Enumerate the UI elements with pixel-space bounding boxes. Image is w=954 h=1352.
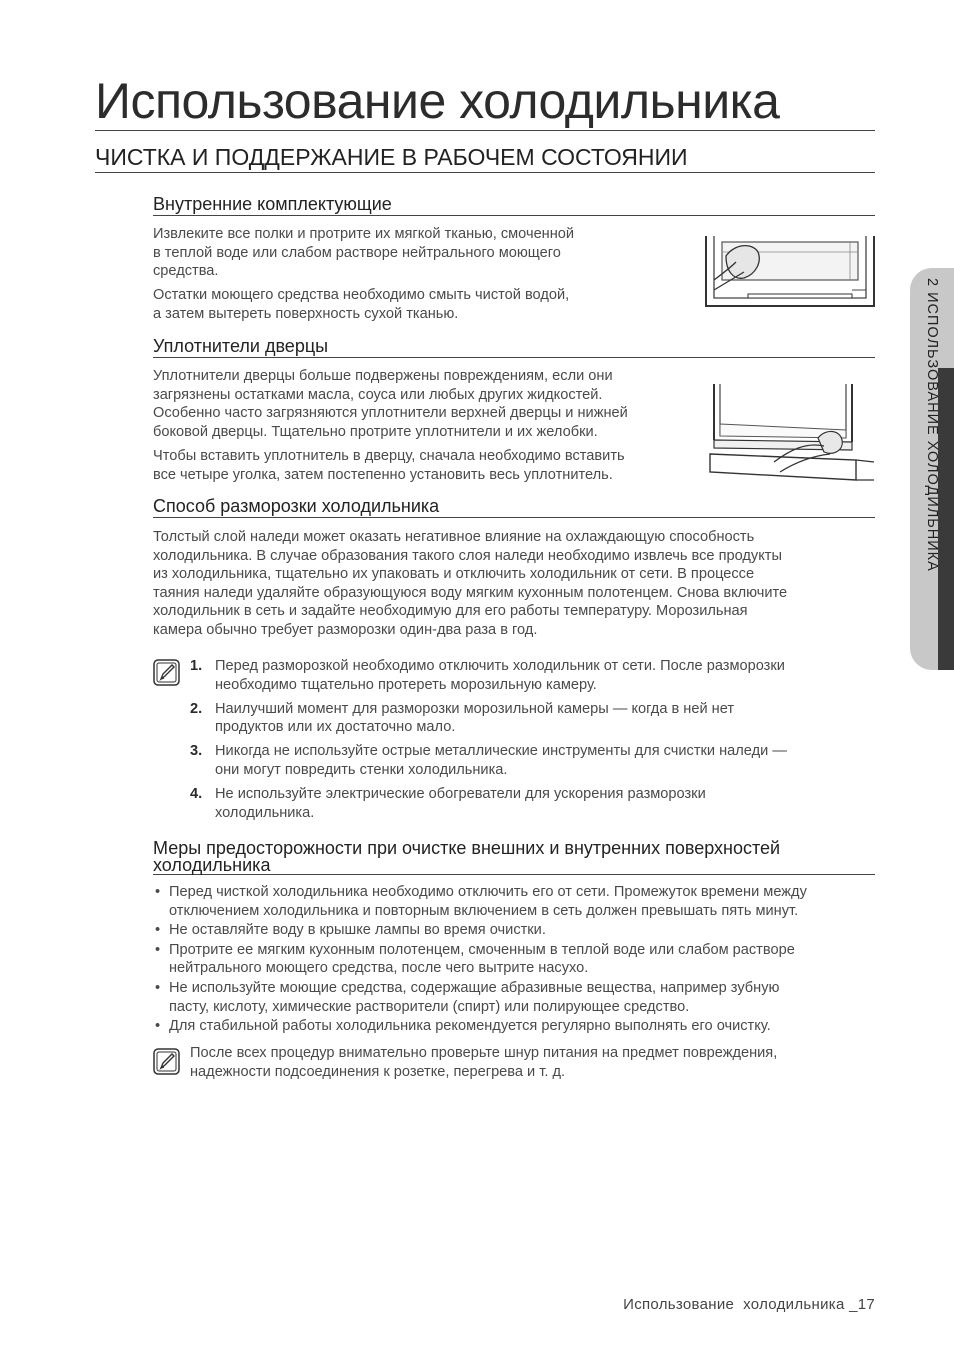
internal-components-paragraph-1: Извлеките все полки и протрите их мягкой тканью, смоченной в теплой воде или слабом растворе нейтрального моющего средства. (153, 226, 575, 280)
defrost-heading: Способ разморозки холодильника (153, 495, 875, 518)
note-pencil-icon (153, 1048, 180, 1075)
door-seals-paragraph-1: Уплотнители дверцы больше подвержены повреждениям, если они загрязнены остатками масла, соуса или любых других жидкостей. Особенно часто загрязняются уплотнители верхней дверцы и нижней боковой дверцы. Тщательно протрите уплотнители и их желобки. (153, 368, 628, 440)
list-item: 1. Перед разморозкой необходимо отключить холодильник от сети. После разморозки необходимо тщательно протереть морозильную камеру. (190, 658, 785, 693)
defrost-paragraph: Толстый слой наледи может оказать негативное влияние на охлаждающую способность холодильника. В случае образования такого слоя наледи необходимо извлечь все продукты из холодильника, тщательно их упаковать и отключить холодильник от сети. В процессе таяния наледи удаляйте образующуюся воду мягким кухонным полотенцем. Снова включите холодильник в сеть и задайте необходимую для его работы температуру. Морозильная камера обычно требует разморозки один-два раза в год. (153, 529, 788, 638)
section-title: ЧИСТКА И ПОДДЕРЖАНИЕ В РАБОЧЕМ СОСТОЯНИИ (95, 142, 875, 173)
list-item: • Перед чисткой холодильника необходимо отключить его от сети. Промежуток времени между отключением холодильника и повторным включением в сеть должен превышать пять минут. (155, 884, 807, 919)
door-seals-heading: Уплотнители дверцы (153, 335, 875, 358)
list-item: 4. Не используйте электрические обогреватели для ускорения разморозки холодильника. (190, 786, 706, 821)
list-item: 2. Наилучший момент для разморозки морозильной камеры — когда в ней нет продуктов или их достаточно мало. (190, 700, 735, 736)
internal-components-heading: Внутренние комплектующие (153, 193, 875, 216)
precautions-heading: Меры предосторожности при очистке внешних и внутренних поверхностей холодильника (153, 840, 875, 875)
precautions-note: После всех процедур внимательно проверьте шнур питания на предмет повреждения, надежности подсоединения к розетке, перегрева и т. д. (190, 1045, 778, 1080)
internal-components-paragraph-2: Остатки моющего средства необходимо смыть чистой водой, а затем вытереть поверхность сухой тканью. (153, 287, 570, 322)
list-item: 3. Никогда не используйте острые металлические инструменты для счистки наледи — они могут повредить стенки холодильника. (190, 743, 787, 778)
chapter-side-tab-label: 2 ИСПОЛЬЗОВАНИЕ ХОЛОДИЛЬНИКА (924, 278, 940, 572)
page-title: Использование холодильника (95, 72, 875, 131)
note-pencil-icon (153, 659, 180, 686)
chapter-side-tab-marker (938, 368, 954, 670)
defrost-notes-list (190, 657, 880, 828)
shelf-cleaning-illustration (700, 232, 880, 312)
list-item: • Не оставляйте воду в крышке лампы во время очистки. (155, 922, 546, 939)
door-seal-illustration (706, 380, 878, 488)
list-item: • Протрите ее мягким кухонным полотенцем, смоченным в теплой воде или слабом растворе нейтрального моющего средства, после чего вытрите насухо. (155, 941, 795, 977)
list-item: • Не используйте моющие средства, содержащие абразивные вещества, например зубную пасту, кислоту, химические растворители (спирт) или полирующее средство. (155, 979, 780, 1015)
page-footer: Использование холодильника _17 (623, 1296, 875, 1313)
precautions-list (153, 883, 881, 1037)
door-seals-paragraph-2: Чтобы вставить уплотнитель в дверцу, сначала необходимо вставить все четыре уголка, затем постепенно установить весь уплотнитель. (153, 448, 625, 483)
list-item: • Для стабильной работы холодильника рекомендуется регулярно выполнять его очистку. (155, 1018, 771, 1035)
